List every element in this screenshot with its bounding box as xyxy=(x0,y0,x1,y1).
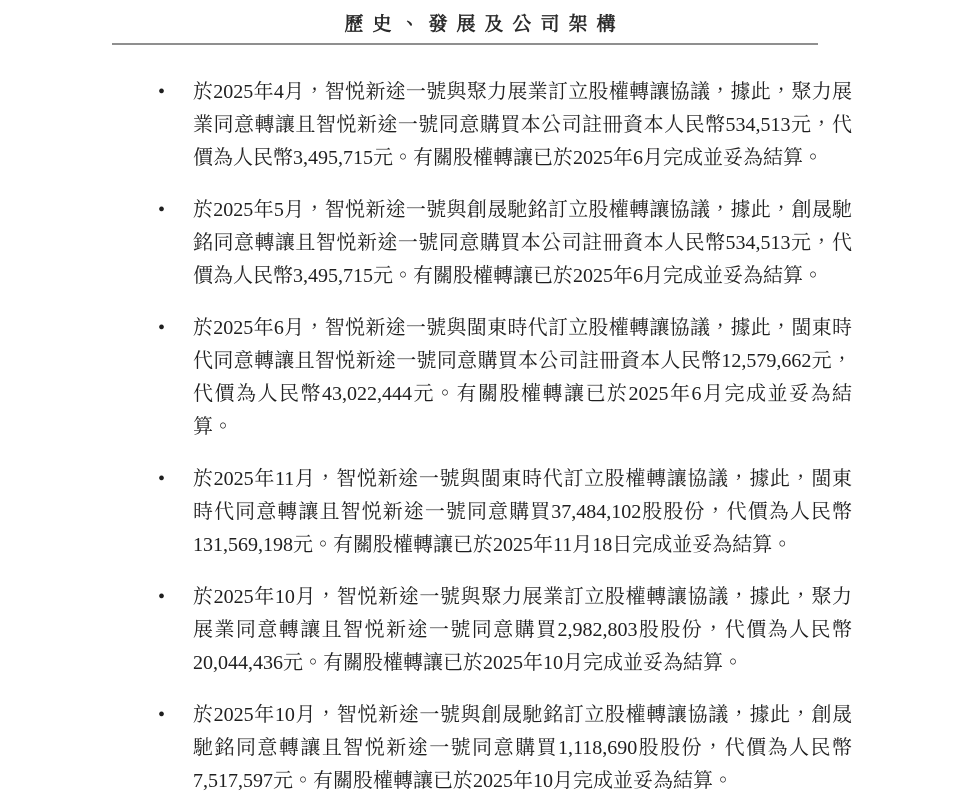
list-item xyxy=(158,194,960,293)
bullet-icon: • xyxy=(158,586,166,608)
list-item-text: 於2025年5月，智悦新途一號與創晟馳銘訂立股權轉讓協議，據此，創晟馳銘同意轉讓且智悦新途一號同意購買本公司註冊資本人民幣534,513元，代價為人民幣3,495,715元。有關股權轉讓已於2025年6月完成並妥為結算。 xyxy=(193,199,852,287)
list-item-text: 於2025年11月，智悦新途一號與閩東時代訂立股權轉讓協議，據此，閩東時代同意轉讓且智悦新途一號同意購買37,484,102股股份，代價為人民幣131,569,198元。有關股權轉讓已於2025年11月18日完成並妥為結算。 xyxy=(193,468,852,556)
list-item-text: 於2025年10月，智悦新途一號與創晟馳銘訂立股權轉讓協議，據此，創晟馳銘同意轉讓且智悦新途一號同意購買1,118,690股股份，代價為人民幣7,517,597元。有關股權轉讓已於2025年10月完成並妥為結算。 xyxy=(193,704,852,792)
list-item xyxy=(158,312,960,444)
bullet-icon: • xyxy=(158,317,166,339)
list-item xyxy=(158,699,960,798)
page-title: 歷史、發展及公司架構 xyxy=(344,14,625,35)
bullet-icon: • xyxy=(158,81,166,103)
list-item-text: 於2025年10月，智悦新途一號與聚力展業訂立股權轉讓協議，據此，聚力展業同意轉讓且智悦新途一號同意購買2,982,803股股份，代價為人民幣20,044,436元。有關股權轉讓已於2025年10月完成並妥為結算。 xyxy=(193,586,852,674)
bullet-icon: • xyxy=(158,199,166,221)
list-item-text: 於2025年4月，智悦新途一號與聚力展業訂立股權轉讓協議，據此，聚力展業同意轉讓且智悦新途一號同意購買本公司註冊資本人民幣534,513元，代價為人民幣3,495,715元。有關股權轉讓已於2025年6月完成並妥為結算。 xyxy=(193,81,852,169)
share-transfer-bullet-list xyxy=(158,76,960,798)
bullet-icon: • xyxy=(158,468,166,490)
list-item xyxy=(158,581,960,680)
list-item xyxy=(158,76,960,175)
list-item-text: 於2025年6月，智悦新途一號與閩東時代訂立股權轉讓協議，據此，閩東時代同意轉讓且智悦新途一號同意購買本公司註冊資本人民幣12,579,662元，代價為人民幣43,022,444元。有關股權轉讓已於2025年6月完成並妥為結算。 xyxy=(193,317,852,438)
bullet-icon: • xyxy=(158,704,166,726)
title-divider xyxy=(112,43,818,45)
list-item xyxy=(158,463,960,562)
